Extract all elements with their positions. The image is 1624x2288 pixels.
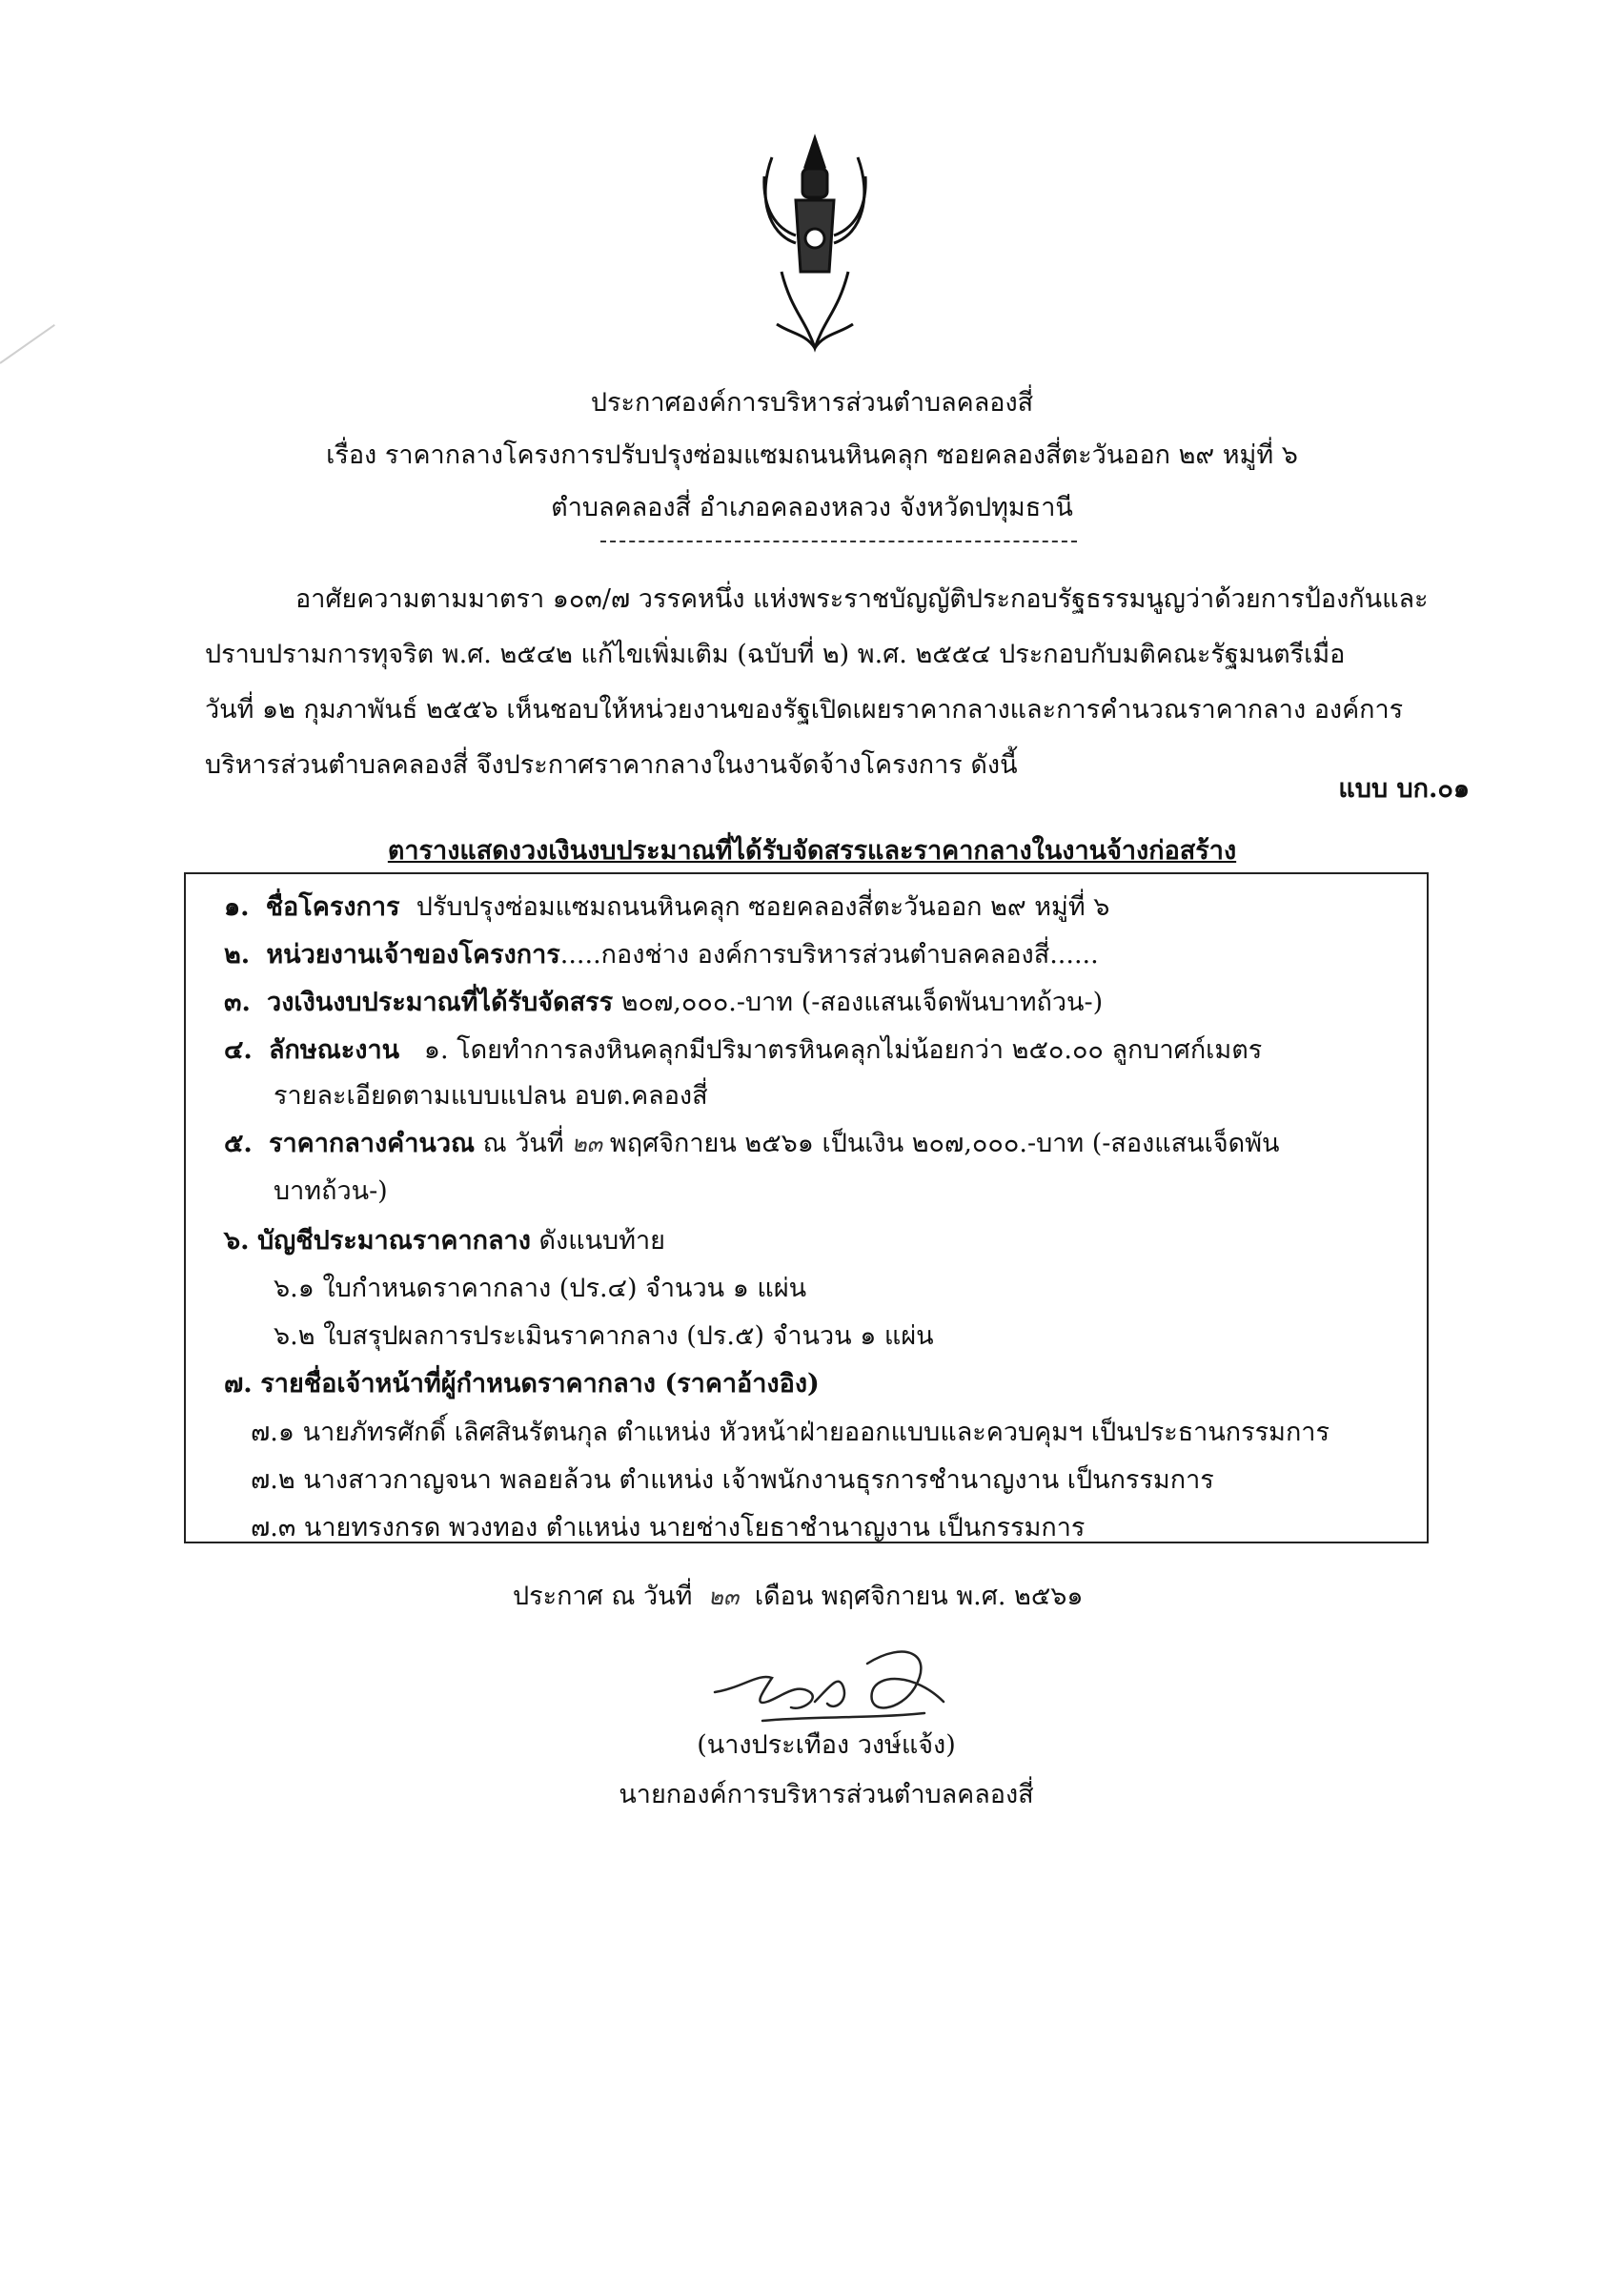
- item-6: [224, 1219, 665, 1260]
- item-6-value: ดังแนบท้าย: [538, 1226, 665, 1256]
- item-1-label: ชื่อโครงการ: [265, 892, 400, 922]
- announce-handwritten-day: ๒๓: [708, 1583, 740, 1610]
- item-5-pre: ณ วันที่: [482, 1129, 564, 1158]
- item-3-label: วงเงินงบประมาณที่ได้รับจัดสรร: [267, 988, 614, 1017]
- item-5-value: พฤศจิกายน ๒๕๖๑ เป็นเงิน ๒๐๗,๐๐๐.-บาท (-สองแสนเจ็ดพัน: [609, 1129, 1280, 1158]
- announce-date: [513, 1575, 1084, 1616]
- item-5-label: ราคากลางคำนวณ: [269, 1129, 476, 1158]
- item-6-num: ๖.: [224, 1226, 250, 1256]
- item-7-sub-3: ๗.๓ นายทรงกรด พวงทอง ตำแหน่ง นายช่างโยธาชำนาญงาน เป็นกรรมการ: [251, 1513, 1086, 1542]
- item-3: [224, 981, 1103, 1022]
- item-4-value: ๑. โดยทำการลงหินคลุกมีปริมาตรหินคลุกไม่น้อยกว่า ๒๕๐.๐๐ ลูกบาศก์เมตร: [423, 1035, 1263, 1065]
- details-box: [184, 872, 1429, 1543]
- garuda-emblem-icon: [753, 129, 877, 367]
- signer-title: นายกองค์การบริหารส่วนตำบลคลองสี่: [619, 1780, 1034, 1809]
- item-4-label: ลักษณะงาน: [269, 1035, 400, 1065]
- table-title: ตารางแสดงวงเงินงบประมาณที่ได้รับจัดสรรและราคากลางในงานจ้างก่อสร้าง: [387, 836, 1237, 866]
- title-line-3: ตำบลคลองสี่ อำเภอคลองหลวง จังหวัดปทุมธานี: [551, 493, 1073, 522]
- signer-name: (นางประเทือง วงษ์แจ้ง): [697, 1730, 956, 1760]
- item-7-num: ๗.: [224, 1369, 253, 1399]
- intro-paragraph: [205, 572, 1472, 793]
- item-1: [224, 886, 1109, 927]
- intro-line-1: อาศัยความตามมาตรา ๑๐๓/๗ วรรคหนึ่ง แห่งพระราชบัญญัติประกอบรัฐธรรมนูญว่าด้วยการป้องกันและ: [295, 584, 1429, 614]
- item-2-value: .....กองช่าง องค์การบริหารส่วนตำบลคลองสี่......: [559, 940, 1099, 970]
- item-6-label: บัญชีประมาณราคากลาง: [257, 1226, 531, 1256]
- item-2-num: ๒.: [224, 940, 251, 970]
- item-4-value-2: รายละเอียดตามแบบแปลน อบต.คลองสี่: [274, 1081, 708, 1111]
- item-7-sub-2: ๗.๒ นางสาวกาญจนา พลอยล้วน ตำแหน่ง เจ้าพนักงานธุรการชำนาญงาน เป็นกรรมการ: [251, 1465, 1214, 1495]
- item-6-sub-2: ๖.๒ ใบสรุปผลการประเมินราคากลาง (ปร.๕) จำนวน ๑ แผ่น: [274, 1321, 934, 1351]
- item-3-value: ๒๐๗,๐๐๐.-บาท (-สองแสนเจ็ดพันบาทถ้วน-): [620, 988, 1104, 1017]
- intro-line-2: ปราบปรามการทุจริต พ.ศ. ๒๕๔๒ แก้ไขเพิ่มเติม (ฉบับที่ ๒) พ.ศ. ๒๕๕๔ ประกอบกับมติคณะรัฐมนตรีเมื่อ: [205, 640, 1346, 669]
- item-5: [224, 1122, 1279, 1163]
- item-3-num: ๓.: [224, 988, 251, 1017]
- item-2-label: หน่วยงานเจ้าของโครงการ: [266, 940, 560, 970]
- dashed-divider: [600, 541, 1077, 542]
- form-code: แบบ บก.๐๑: [1338, 774, 1470, 804]
- item-5-value-2: บาทถ้วน-): [274, 1176, 388, 1206]
- title-line-1: ประกาศองค์การบริหารส่วนตำบลคลองสี่: [590, 388, 1034, 418]
- intro-line-4: บริหารส่วนตำบลคลองสี่ จึงประกาศราคากลางในงานจัดจ้างโครงการ ดังนี้: [205, 750, 1018, 780]
- item-4: [224, 1029, 1262, 1070]
- page-edge-shadow: [0, 324, 55, 364]
- item-1-value: ปรับปรุงซ่อมแซมถนนหินคลุก ซอยคลองสี่ตะวันออก ๒๙ หมู่ที่ ๖: [416, 892, 1110, 922]
- item-7-sub-1: ๗.๑ นายภัทรศักดิ์ เลิศสินรัตนกุล ตำแหน่ง หัวหน้าฝ่ายออกแบบและควบคุมฯ เป็นประธานกรรมการ: [251, 1418, 1330, 1447]
- item-6-sub-1: ๖.๑ ใบกำหนดราคากลาง (ปร.๔) จำนวน ๑ แผ่น: [274, 1274, 807, 1303]
- title-line-2: เรื่อง ราคากลางโครงการปรับปรุงซ่อมแซมถนนหินคลุก ซอยคลองสี่ตะวันออก ๒๙ หมู่ที่ ๖: [326, 440, 1298, 470]
- item-7: [224, 1362, 820, 1403]
- item-5-handwritten-day: ๒๓: [571, 1131, 602, 1157]
- item-7-label: รายชื่อเจ้าหน้าที่ผู้กำหนดราคากลาง (ราคาอ้างอิง): [260, 1369, 820, 1399]
- item-2: [224, 933, 1099, 974]
- item-4-num: ๔.: [224, 1035, 253, 1065]
- announce-pre: ประกาศ ณ วันที่: [513, 1582, 693, 1611]
- item-1-num: ๑.: [224, 892, 250, 922]
- announce-post: เดือน พฤศจิกายน พ.ศ. ๒๕๖๑: [754, 1582, 1084, 1611]
- intro-line-3: วันที่ ๑๒ กุมภาพันธ์ ๒๕๕๖ เห็นชอบให้หน่วยงานของรัฐเปิดเผยราคากลางและการคำนวณราคากลาง องค์การ: [205, 695, 1404, 725]
- item-5-num: ๕.: [224, 1129, 253, 1158]
